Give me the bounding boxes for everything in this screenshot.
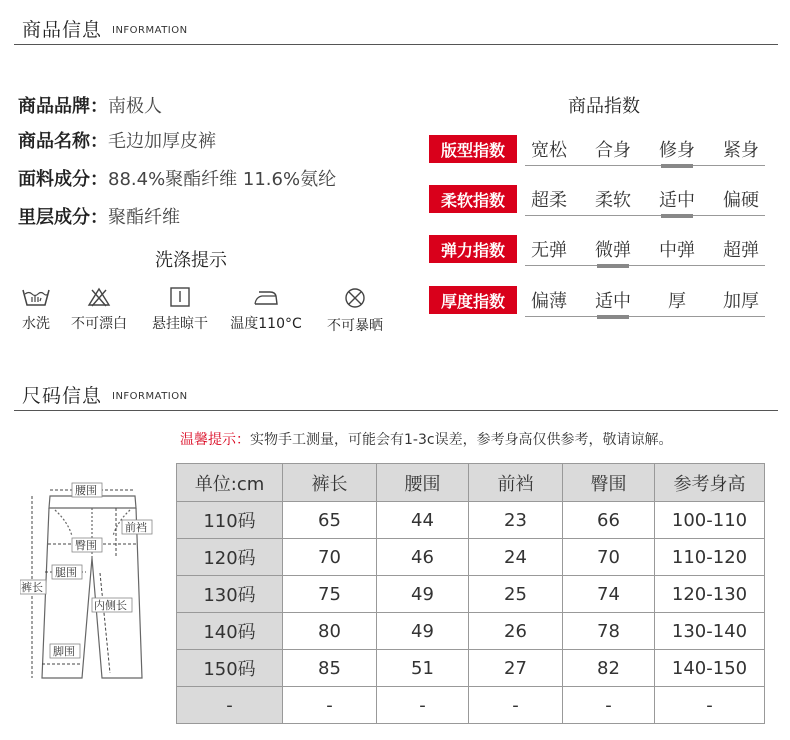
indices-title: 商品指数: [568, 96, 640, 117]
index-row-thickness: [429, 285, 765, 317]
pants-diagram: [20, 478, 170, 688]
index-line: [525, 215, 765, 216]
index-option: 超柔: [531, 190, 567, 211]
wash-item-iron: [225, 287, 307, 333]
index-option: 宽松: [531, 140, 567, 161]
wash-label: 悬挂晾干: [152, 316, 208, 332]
table-cell: 100-110: [655, 502, 765, 539]
index-row-fit: [429, 134, 765, 166]
table-cell: 140-150: [655, 650, 765, 687]
index-badge: 弹力指数: [429, 235, 517, 263]
table-cell: 130-140: [655, 613, 765, 650]
table-cell: 150码: [177, 650, 283, 687]
table-row: [177, 613, 765, 650]
table-cell: 110码: [177, 502, 283, 539]
index-selected-marker: [661, 214, 693, 218]
size-table: [176, 463, 765, 724]
attr-key: 商品品牌：: [18, 96, 108, 117]
table-header-cell: 裤长: [283, 464, 377, 502]
table-cell: 49: [377, 613, 469, 650]
section-subtitle: INFORMATION: [112, 391, 188, 402]
attr-key: 商品名称：: [18, 131, 108, 152]
diagram-label-waist: 腰围: [75, 484, 97, 497]
table-cell: -: [177, 687, 283, 724]
table-header-cell: 臀围: [563, 464, 655, 502]
section-title: 尺码信息: [22, 385, 103, 407]
attr-value: 88.4%聚酯纤维 11.6%氨纶: [108, 169, 337, 190]
index-option: 适中: [659, 190, 695, 211]
table-header-row: [177, 464, 765, 502]
table-row: [177, 650, 765, 687]
note-prefix: 温馨提示：: [180, 432, 250, 448]
note-text: 实物手工测量，可能会有1-3c误差，参考身高仅供参考，敬请谅解。: [250, 432, 673, 448]
table-cell: -: [377, 687, 469, 724]
table-cell: 23: [469, 502, 563, 539]
attr-key: 面料成分：: [18, 169, 108, 190]
index-badge: 版型指数: [429, 135, 517, 163]
table-cell: 85: [283, 650, 377, 687]
diagram-label-length: 裤长: [21, 581, 43, 594]
attr-value: 毛边加厚皮裤: [108, 131, 216, 152]
table-cell: 66: [563, 502, 655, 539]
table-cell: 65: [283, 502, 377, 539]
table-header-cell: 单位:cm: [177, 464, 283, 502]
index-option: 超弹: [723, 240, 759, 261]
wash-item-hand-wash: [14, 287, 58, 333]
table-cell: 49: [377, 576, 469, 613]
index-option: 无弹: [531, 240, 567, 261]
table-cell: 27: [469, 650, 563, 687]
product-info-header: [0, 0, 790, 45]
index-option: 中弹: [659, 240, 695, 261]
table-cell: 25: [469, 576, 563, 613]
divider: [14, 410, 778, 411]
index-option: 合身: [595, 140, 631, 161]
wash-item-hang-dry: [146, 287, 214, 333]
table-cell: 24: [469, 539, 563, 576]
table-cell: -: [563, 687, 655, 724]
attr-brand: [18, 92, 162, 118]
table-cell: 51: [377, 650, 469, 687]
section-title: 商品信息: [22, 19, 103, 41]
index-option: 适中: [595, 291, 631, 312]
index-line: [525, 316, 765, 317]
table-cell: 120-130: [655, 576, 765, 613]
iron-icon: [252, 287, 280, 307]
table-cell: 70: [283, 539, 377, 576]
table-cell: 80: [283, 613, 377, 650]
table-cell: 140码: [177, 613, 283, 650]
index-option: 偏薄: [531, 291, 567, 312]
washing-title: 洗涤提示: [155, 250, 227, 271]
attr-value: 聚酯纤维: [108, 207, 180, 228]
hang-dry-icon: [169, 287, 191, 307]
index-option: 修身: [659, 140, 695, 161]
wash-label: 水洗: [22, 316, 50, 332]
wash-label: 不可暴晒: [327, 318, 383, 334]
table-cell: 75: [283, 576, 377, 613]
divider: [14, 44, 778, 45]
table-cell: 82: [563, 650, 655, 687]
table-row: [177, 687, 765, 724]
wash-label: 不可漂白: [71, 316, 127, 332]
table-cell: 26: [469, 613, 563, 650]
table-cell: 44: [377, 502, 469, 539]
table-cell: -: [655, 687, 765, 724]
index-selected-marker: [597, 315, 629, 319]
table-cell: 70: [563, 539, 655, 576]
table-header-cell: 参考身高: [655, 464, 765, 502]
wash-item-no-sun: [320, 287, 390, 335]
no-bleach-icon: [87, 287, 111, 307]
table-row: [177, 502, 765, 539]
index-badge: 厚度指数: [429, 286, 517, 314]
table-cell: 120码: [177, 539, 283, 576]
index-option: 偏硬: [723, 190, 759, 211]
index-option: 厚: [668, 291, 686, 312]
no-sun-icon: [344, 287, 366, 309]
diagram-label-hip: 臀围: [75, 539, 97, 552]
table-row: [177, 539, 765, 576]
index-badge: 柔软指数: [429, 185, 517, 213]
diagram-label-front-rise: 前裆: [125, 521, 147, 534]
diagram-label-thigh: 腿围: [55, 566, 77, 579]
table-header-cell: 腰围: [377, 464, 469, 502]
table-cell: 130码: [177, 576, 283, 613]
table-cell: 110-120: [655, 539, 765, 576]
attr-lining: [18, 203, 180, 229]
table-cell: -: [469, 687, 563, 724]
section-subtitle: INFORMATION: [112, 25, 188, 36]
attr-fabric: [18, 165, 336, 191]
table-cell: -: [283, 687, 377, 724]
table-header-cell: 前裆: [469, 464, 563, 502]
index-option: 加厚: [723, 291, 759, 312]
table-cell: 74: [563, 576, 655, 613]
index-line: [525, 165, 765, 166]
wash-item-no-bleach: [64, 287, 134, 333]
diagram-label-hem: 脚围: [53, 645, 75, 658]
index-selected-marker: [597, 264, 629, 268]
table-row: [177, 576, 765, 613]
hand-wash-icon: [21, 287, 51, 307]
index-row-elasticity: [429, 234, 765, 266]
diagram-label-inseam: 内侧长: [94, 599, 127, 612]
table-cell: 46: [377, 539, 469, 576]
size-info-header: [0, 366, 790, 411]
wash-label: 温度110°C: [230, 316, 302, 332]
table-cell: 78: [563, 613, 655, 650]
index-row-softness: [429, 184, 765, 216]
attr-key: 里层成分：: [18, 207, 108, 228]
index-option: 微弹: [595, 240, 631, 261]
attr-name: [18, 127, 216, 153]
attr-value: 南极人: [108, 96, 162, 117]
index-line: [525, 265, 765, 266]
index-option: 紧身: [723, 140, 759, 161]
index-option: 柔软: [595, 190, 631, 211]
index-selected-marker: [661, 164, 693, 168]
size-note: [180, 429, 673, 449]
